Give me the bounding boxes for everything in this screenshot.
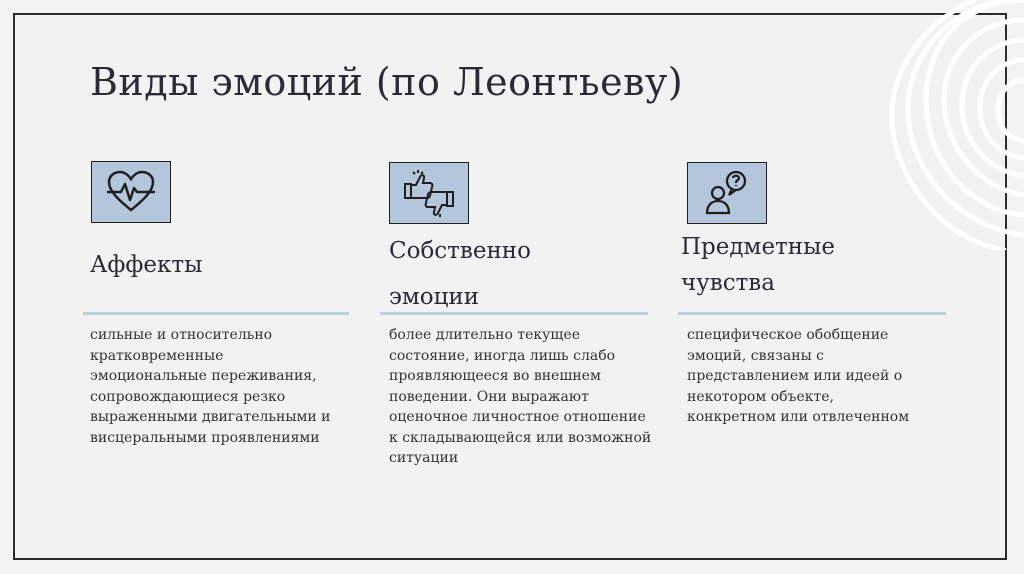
description-line: специфическое обобщение <box>687 327 889 343</box>
thumbs-up-down-icon <box>402 168 456 218</box>
description-line: выраженными двигательными и <box>90 409 331 425</box>
description-line: проявляющееся во внешнем <box>389 368 601 384</box>
column-description-affects <box>90 325 331 448</box>
description-line: конкретном или отвлеченном <box>687 409 910 425</box>
heading-line: Аффекты <box>90 252 203 278</box>
description-line: сильные и относительно <box>90 327 273 343</box>
description-line: оценочное личностное отношение <box>389 409 646 425</box>
person-question-icon <box>702 169 752 217</box>
slide-title: Виды эмоций (по Леонтьеву) <box>90 60 684 104</box>
description-line: некотором объекте, <box>687 388 834 405</box>
heart-pulse-icon <box>106 170 156 214</box>
description-line: эмоциональные переживания, <box>90 368 317 384</box>
fingerprint-decoration-icon <box>874 0 1024 250</box>
emotions-icon-box <box>389 162 469 224</box>
description-line: эмоций, связаны с <box>687 347 825 364</box>
column-heading-affects <box>90 247 202 283</box>
description-line: висцеральными проявлениями <box>90 429 320 446</box>
description-line: кратковременные <box>90 347 224 364</box>
column-heading-emotions <box>389 233 531 315</box>
description-line: представлением или идеей о <box>687 368 903 384</box>
divider <box>83 312 349 315</box>
divider <box>380 312 648 315</box>
column-heading-feelings <box>681 229 835 301</box>
heading-line: эмоции <box>389 284 480 310</box>
divider <box>678 312 946 315</box>
heading-line: Предметные <box>681 234 836 260</box>
heading-line: чувства <box>681 270 775 296</box>
column-description-feelings <box>687 325 909 428</box>
description-line: более длительно текущее <box>389 327 580 343</box>
description-line: ситуации <box>389 450 459 466</box>
heading-line: Собственно <box>389 238 531 264</box>
description-line: к складывающейся или возможной <box>389 429 652 446</box>
feelings-icon-box <box>687 162 767 224</box>
affects-icon-box <box>91 161 171 223</box>
column-description-emotions <box>389 325 651 469</box>
description-line: состояние, иногда лишь слабо <box>389 347 616 364</box>
description-line: сопровождающиеся резко <box>90 388 286 405</box>
description-line: поведении. Они выражают <box>389 388 589 405</box>
